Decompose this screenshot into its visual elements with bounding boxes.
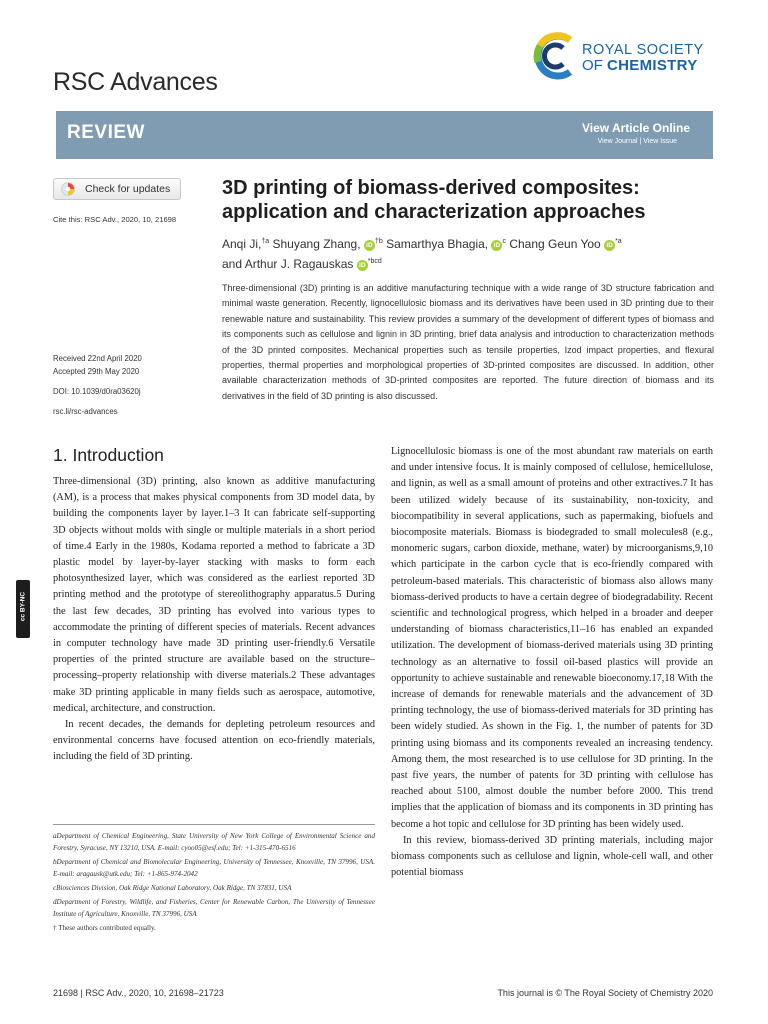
doi-link[interactable]: DOI: 10.1039/d0ra03620j <box>53 387 141 396</box>
author-affiliation-mark: *a <box>615 238 622 245</box>
publisher-logo[interactable] <box>530 32 720 82</box>
publisher-name-line1: ROYAL SOCIETY <box>582 42 704 58</box>
orcid-icon[interactable]: iD <box>491 240 502 251</box>
orcid-icon[interactable]: iD <box>357 260 368 271</box>
body-column-right <box>391 444 713 881</box>
affiliation-note: bDepartment of Chemical and Biomolecular Engineering, University of Tennessee, Knoxville, TN 37996, USA. E-mail: aragausk@utk.edu; Tel: +1-865-974-2042 <box>53 858 375 878</box>
check-updates-icon <box>61 182 75 196</box>
author-affiliation-mark: c <box>502 238 506 245</box>
check-for-updates-label: Check for updates <box>85 183 171 195</box>
footnote-divider <box>53 824 375 825</box>
publisher-name-line2: OF CHEMISTRY <box>582 57 698 74</box>
author-name[interactable]: and Arthur J. Ragauskas <box>222 257 354 271</box>
received-date: Received 22nd April 2020 <box>53 354 142 363</box>
orcid-icon[interactable]: iD <box>604 240 615 251</box>
body-paragraph: In this review, biomass-derived 3D printing materials, including major biomass components such as cellulose and lignin, whole-cell wall, and other potential biomass <box>391 834 713 879</box>
equal-contribution-note: † These authors contributed equally. <box>53 924 156 932</box>
affiliation-footnotes <box>53 830 375 936</box>
page-footer-copyright: This journal is © The Royal Society of Chemistry 2020 <box>497 988 713 998</box>
author-list <box>222 233 722 273</box>
journal-title: RSC Advances <box>53 68 218 96</box>
rsc-emblem-icon <box>530 32 576 80</box>
journal-url-link[interactable]: rsc.li/rsc-advances <box>53 407 118 416</box>
author-name[interactable]: Chang Geun Yoo <box>509 237 601 251</box>
affiliation-note: cBiosciences Division, Oak Ridge National Laboratory, Oak Ridge, TN 37831, USA <box>53 884 292 892</box>
author-name[interactable]: Shuyang Zhang, <box>272 237 361 251</box>
accepted-date: Accepted 29th May 2020 <box>53 367 140 376</box>
orcid-icon[interactable]: iD <box>364 240 375 251</box>
cc-license-badge[interactable] <box>16 580 30 638</box>
author-name[interactable]: Anqi Ji, <box>222 237 262 251</box>
article-title: 3D printing of biomass-derived composites: application and characterization approaches <box>222 177 646 223</box>
author-name[interactable]: Samarthya Bhagia, <box>386 237 489 251</box>
author-affiliation-mark: †a <box>261 238 270 245</box>
view-journal-issue-links[interactable]: View Journal | View Issue <box>597 138 677 145</box>
cc-license-label: cc BY-NC <box>19 591 27 622</box>
article-type-label: REVIEW <box>67 122 145 143</box>
page-footer-citation: 21698 | RSC Adv., 2020, 10, 21698–21723 <box>53 988 224 998</box>
body-paragraph: Three-dimensional (3D) printing, also known as additive manufacturing (AM), is a process that makes physical components from 3D model data, by building the components layer by layer.1–3 It can fabricate self-supporting 3D objects without molds with single or multiple materials in a short period of time.4 Early in the 1980s, Kodama reported a method to fabricate a 3D plastic model by layer-by-layer stacking with masks to form each photosynthesized layer, which was considered as the earliest reported 3D printing method and the prototype of stereolithography apparatus.5 During the last few decades, 3D printing has evolved into various types to accommodate the printing of different species of materials. Recent advances in computer technology have made 3D printing user-friendly.6 Versatile properties of the printed structure are available based on the structure–processing–property relationship with diverse materials.2 These advantages make 3D printing applicable in many fields such as aerospace, automotive, medical, architecture, and construction. <box>53 476 375 714</box>
body-column-left <box>53 474 375 766</box>
affiliation-note: aDepartment of Chemical Engineering, State University of New York College of Environmental Science and Forestry, Syracuse, NY 13210, USA. E-mail: cyoo05@esf.edu; Tel: +1-315-470-6516 <box>53 832 375 852</box>
body-paragraph: Lignocellulosic biomass is one of the most abundant raw materials on earth and under intensive focus. It is mainly composed of cellulose, hemicellulose, and lignin, as well as a small amount of proteins and other extractives.7 It has been utilized widely because of its sustainability, non-toxicity, and biocompatibility in several applications, such as papermaking, biofuels and biocomposite materials. Biomass is biodegraded to small molecules8 (e.g., monomeric sugars, carbon dioxide, methane, water) by microorganisms,9,10 which participate in the carbon cycle that is eco-friendly compared with petroleum-based materials. This characteristic of biomass also allows many biomass-derived products to have a certain degree of biodegradability. Recent scientific and technological progress, which helped in a broader and deeper understanding of biomass characteristics,11–16 has enabled an expanded utilization. The development of biomass-derived materials using 3D printing technology as an alternative to fossil oil-based plastics will provide an opportunity to achieve sustainable and renewable bioeconomy.17,18 With the increase of demands for renewable materials and the advancement of 3D printing technology, the use of biomass-derived materials for 3D printing has been widely studied. As shown in the Fig. 1, the number of patents for 3D printing using biomass and its components revealed an increasing tendency. Among them, the most researched is to use cellulose for 3D printing. In the past five years, the number of patents for 3D printing with cellulose has reached about 5100, almost double the number before 2000. This trend implies that the application of biomass and its components in 3D printing has become a hot topic and cellulose for 3D printing has been widely used. <box>391 446 713 830</box>
body-paragraph: In recent decades, the demands for depleting petroleum resources and environmental concerns have focused attention on eco-friendly materials, including the field of 3D printing. <box>53 719 375 763</box>
affiliation-note: dDepartment of Forestry, Wildlife, and Fisheries, Center for Renewable Carbon, The University of Tennessee Institute of Agriculture, Knoxville, TN 37996, USA <box>53 898 375 918</box>
view-article-online-link[interactable]: View Article Online <box>581 121 690 135</box>
author-affiliation-mark: †b <box>374 238 383 245</box>
check-for-updates-button[interactable] <box>53 178 181 200</box>
citation-line: Cite this: RSC Adv., 2020, 10, 21698 <box>53 215 177 224</box>
article-type-banner <box>56 111 713 159</box>
section-heading: 1. Introduction <box>53 445 164 465</box>
author-affiliation-mark: *bcd <box>367 258 382 265</box>
abstract: Three-dimensional (3D) printing is an additive manufacturing technique with a wide range of 3D structure fabrication and minimal waste generation. Recently, lignocellulosic biomass and its derivatives have been used in 3D printing due to their renewable nature and sustainability. This review provides a summary of the development of different types of biomass and its components such as cellulose and lignin in 3D printing, brief data analysis and introduction to characterization methods of the 3D printed composites. Mechanical properties such as tensile properties, Izod impact properties, and flexural properties, thermal properties and morphological properties of 3D-printed composites are discussed. In addition, other available characterization methods of 3D-printed composites are reported. The future direction of biomass and its derivatives in the field of 3D printing is also discussed. <box>222 283 714 401</box>
